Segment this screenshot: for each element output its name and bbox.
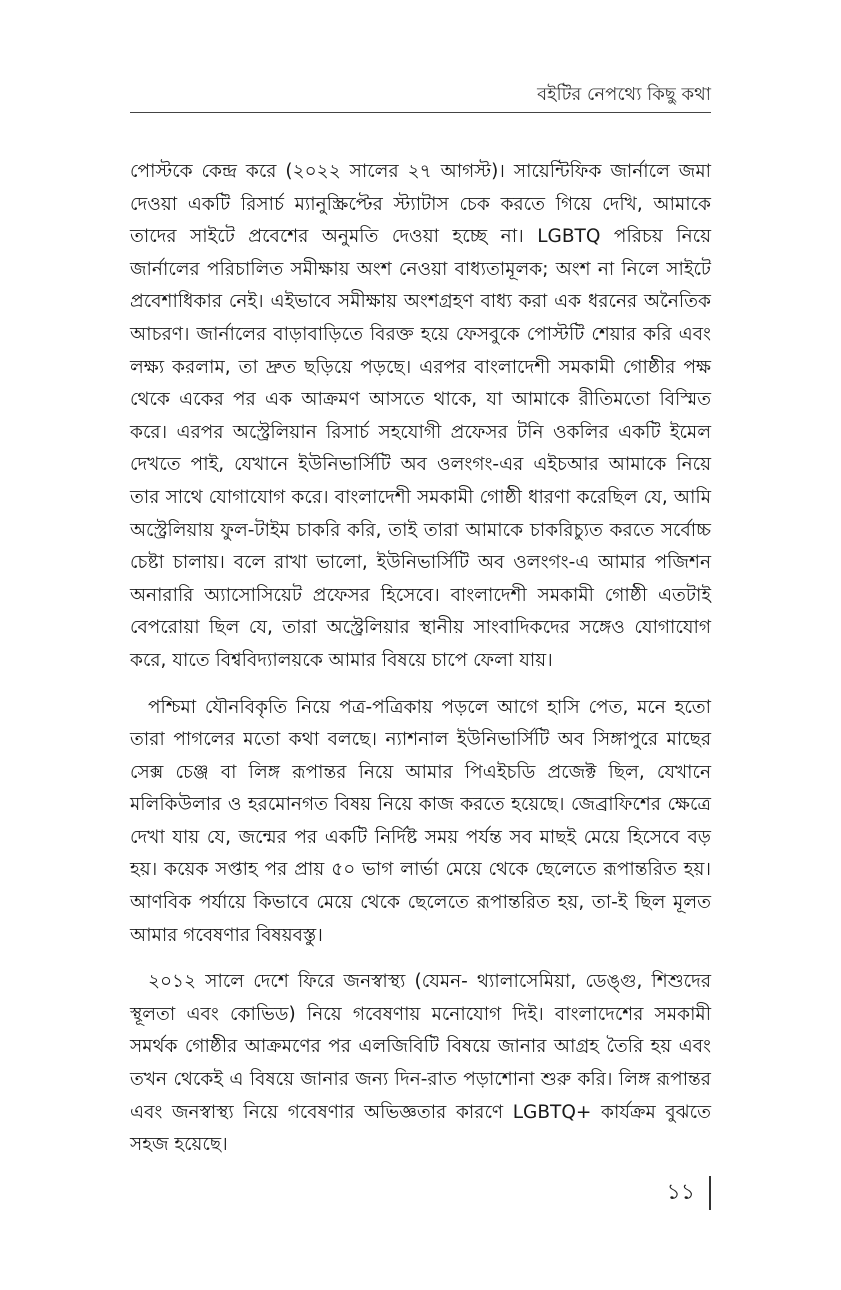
page-number: ১১ xyxy=(666,1176,711,1210)
body-text xyxy=(130,156,711,1176)
running-header: বইটির নেপথ্যে কিছু কথা xyxy=(537,84,711,105)
paragraph-3: ২০১২ সালে দেশে ফিরে জনস্বাস্থ্য (যেমন- থ্যালাসেমিয়া, ডেঙ্গু, শিশুদের স্থূলতা এবং কোভিড) নিয়ে গবেষণায় মনোযোগ দিই। বাংলাদেশের সমকামী সমর্থক গোষ্ঠীর আক্রমণের পর এলজিবিটি বিষয়ে জানার আগ্রহ তৈরি হয় এবং তখন থেকেই এ বিষয়ে জানার জন্য দিন-রাত পড়াশোনা শুরু করি। লিঙ্গ রূপান্তর এবং জনস্বাস্থ্য নিয়ে গবেষণার অভিজ্ঞতার কারণে LGBTQ+ কার্যক্রম বুঝতে সহজ হয়েছে। xyxy=(130,971,711,1156)
paragraph-1: পোস্টকে কেন্দ্র করে (২০২২ সালের ২৭ আগস্ট)। সায়েন্টিফিক জার্নালে জমা দেওয়া একটি রিসার্চ ম্যানুস্ক্রিপ্টের স্ট্যাটাস চেক করতে গিয়ে দেখি, আমাকে তাদের সাইটে প্রবেশের অনুমতি দেওয়া হচ্ছে না। LGBTQ পরিচয় নিয়ে জার্নালের পরিচালিত সমীক্ষায় অংশ নেওয়া বাধ্যতামূলক; অংশ না নিলে সাইটে প্রবেশাধিকার নেই। এইভাবে সমীক্ষায় অংশগ্রহণ বাধ্য করা এক ধরনের অনৈতিক আচরণ। জার্নালের বাড়াবাড়িতে বিরক্ত হয়ে ফেসবুকে পোস্টটি শেয়ার করি এবং লক্ষ্য করলাম, তা দ্রুত ছড়িয়ে পড়ছে। এরপর বাংলাদেশী সমকামী গোষ্ঠীর পক্ষ থেকে একের পর এক আক্রমণ আসতে থাকে, যা আমাকে রীতিমতো বিস্মিত করে। এরপর অস্ট্রেলিয়ান রিসার্চ সহযোগী প্রফেসর টনি ওকলির একটি ইমেল দেখতে পাই, যেখানে ইউনিভার্সিটি অব ওলংগং-এর এইচআর আমাকে নিয়ে তার সাথে যোগাযোগ করে। বাংলাদেশী সমকামী গোষ্ঠী ধারণা করেছিল যে, আমি অস্ট্রেলিয়ায় ফুল-টাইম চাকরি করি, তাই তারা আমাকে চাকরিচ্যুত করতে সর্বোচ্চ চেষ্টা চালায়। বলে রাখা ভালো, ইউনিভার্সিটি অব ওলংগং-এ আমার পজিশন অনারারি অ্যাসোসিয়েট প্রফেসর হিসেবে। বাংলাদেশী সমকামী গোষ্ঠী এতটাই বেপরোয়া ছিল যে, তারা অস্ট্রেলিয়ার স্থানীয় সাংবাদিকদের সঙ্গেও যোগাযোগ করে, যাতে বিশ্ববিদ্যালয়কে আমার বিষয়ে চাপে ফেলা যায়। xyxy=(130,161,711,671)
header-divider xyxy=(130,112,711,113)
paragraph-2: পশ্চিমা যৌনবিকৃতি নিয়ে পত্র-পত্রিকায় পড়লে আগে হাসি পেত, মনে হতো তারা পাগলের মতো কথা বলছে। ন্যাশনাল ইউনিভার্সিটি অব সিঙ্গাপুরে মাছের সেক্স চেঞ্জ বা লিঙ্গ রূপান্তর নিয়ে আমার পিএইচডি প্রজেক্ট ছিল, যেখানে মলিকিউলার ও হরমোনগত বিষয় নিয়ে কাজ করতে হয়েছে। জেব্রাফিশের ক্ষেত্রে দেখা যায় যে, জন্মের পর একটি নির্দিষ্ট সময় পর্যন্ত সব মাছই মেয়ে হিসেবে বড় হয়। কয়েক সপ্তাহ পর প্রায় ৫০ ভাগ লার্ভা মেয়ে থেকে ছেলেতে রূপান্তরিত হয়। আণবিক পর্যায়ে কিভাবে মেয়ে থেকে ছেলেতে রূপান্তরিত হয়, তা-ই ছিল মূলত আমার গবেষণার বিষয়বস্তু। xyxy=(130,696,711,946)
